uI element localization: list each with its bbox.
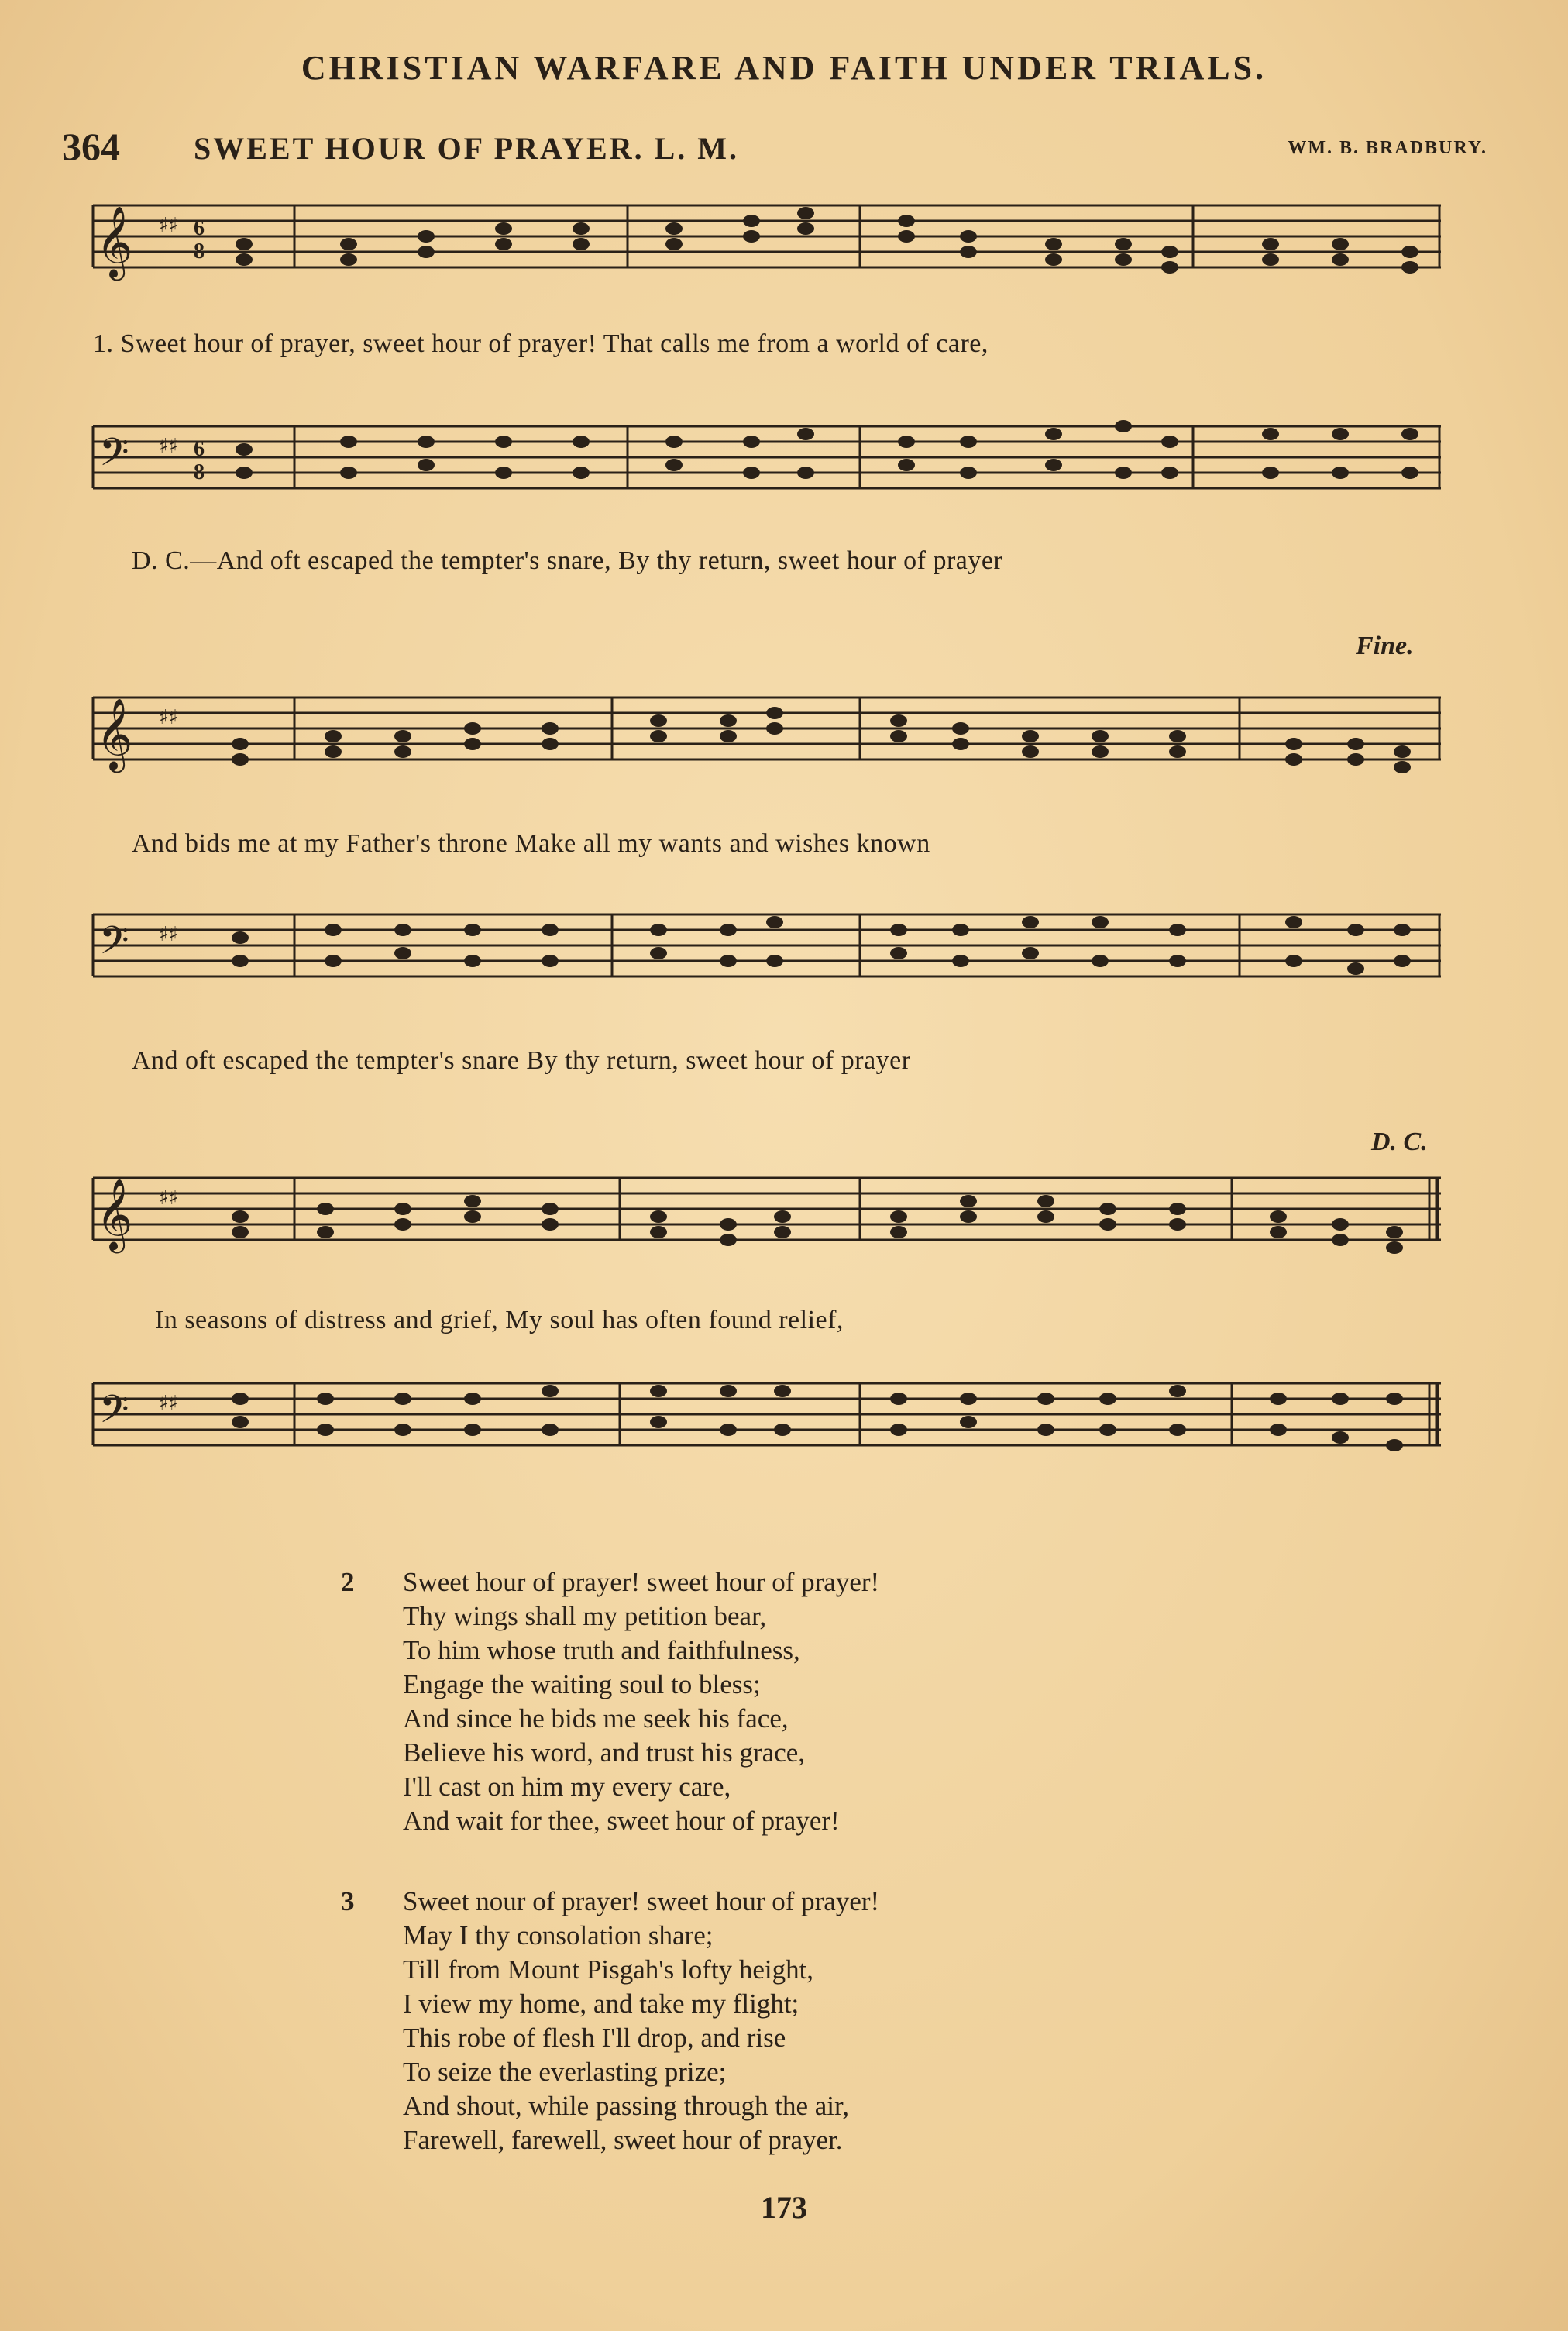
svg-text:6: 6 (194, 437, 205, 461)
svg-text:♯♯: ♯♯ (159, 435, 179, 458)
lyric-line-1: 1. Sweet hour of prayer, sweet hour of prayer! That calls me from a world of care, (93, 329, 989, 358)
svg-text:♯♯: ♯♯ (159, 214, 179, 237)
staff-bass-1 (85, 387, 1449, 519)
stanza-line: Believe his word, and trust his grace, (403, 1737, 806, 1768)
music-staff (85, 387, 1449, 519)
svg-text:♯♯: ♯♯ (159, 1392, 179, 1415)
lyric-line-dc: D. C.—And oft escaped the tempter's snare, By thy return, sweet hour of prayer (132, 546, 1003, 575)
stanza-line: Farewell, farewell, sweet hour of prayer. (403, 2125, 843, 2155)
page-number: 173 (761, 2190, 807, 2225)
svg-text:𝄢: 𝄢 (99, 918, 129, 973)
staff-bass-3 (85, 1345, 1449, 1476)
music-staff (85, 182, 1449, 314)
dc-marker: D. C. (1371, 1128, 1428, 1156)
svg-text:♯♯: ♯♯ (159, 923, 179, 946)
staff-treble-2 (85, 674, 1449, 806)
stanza-3 (341, 1885, 880, 2157)
lyric-line-3: And oft escaped the tempter's snare By thy return, sweet hour of prayer (132, 1046, 911, 1075)
composer: WM. B. BRADBURY. (1288, 138, 1487, 158)
section-header: CHRISTIAN WARFARE AND FAITH UNDER TRIALS. (301, 49, 1267, 87)
stanza-line: And wait for thee, sweet hour of prayer! (403, 1806, 840, 1836)
stanza-line: This robe of flesh I'll drop, and rise (403, 2023, 786, 2053)
staff-bass-2 (85, 876, 1449, 1007)
music-staff (85, 1345, 1449, 1476)
staff-treble-1 (85, 182, 1449, 314)
svg-text:6: 6 (194, 216, 205, 240)
stanza-line: And since he bids me seek his face, (403, 1703, 789, 1734)
svg-text:8: 8 (194, 239, 205, 263)
svg-text:𝄞: 𝄞 (96, 1178, 133, 1250)
music-staff (85, 1155, 1449, 1286)
hymn-heading (62, 124, 1503, 170)
stanza-number: 3 (341, 1886, 355, 1916)
stanza-line: To him whose truth and faithfulness, (403, 1635, 800, 1665)
lyric-line-4: In seasons of distress and grief, My soul has often found relief, (155, 1306, 844, 1334)
music-staff (85, 674, 1449, 806)
stanza-line: I'll cast on him my every care, (403, 1771, 731, 1802)
fine-marker: Fine. (1356, 632, 1414, 660)
stanza-line: Engage the waiting soul to bless; (403, 1669, 761, 1699)
stanza-line: To seize the everlasting prize; (403, 2057, 727, 2087)
staff-treble-3 (85, 1155, 1449, 1286)
svg-text:𝄞: 𝄞 (96, 697, 133, 770)
lyric-line-2: And bids me at my Father's throne Make all my wants and wishes known (132, 829, 930, 858)
stanza-line: Sweet nour of prayer! sweet hour of prayer! (403, 1886, 880, 1916)
stanza-2 (341, 1565, 880, 1838)
stanza-line: Sweet hour of prayer! sweet hour of prayer! (403, 1567, 880, 1597)
stanza-line: I view my home, and take my flight; (403, 1988, 799, 2019)
svg-text:𝄢: 𝄢 (99, 430, 129, 484)
svg-text:♯♯: ♯♯ (159, 706, 179, 729)
music-staff (85, 876, 1449, 1007)
svg-text:♯♯: ♯♯ (159, 1186, 179, 1210)
svg-text:𝄞: 𝄞 (96, 205, 133, 277)
hymn-title: SWEET HOUR OF PRAYER. L. M. (194, 131, 740, 166)
stanza-number: 2 (341, 1567, 355, 1597)
stanza-line: Till from Mount Pisgah's lofty height, (403, 1954, 814, 1985)
stanza-line: May I thy consolation share; (403, 1920, 714, 1951)
stanza-line: Thy wings shall my petition bear, (403, 1601, 767, 1631)
stanza-line: And shout, while passing through the air, (403, 2091, 850, 2121)
hymn-number: 364 (62, 125, 120, 168)
svg-text:8: 8 (194, 460, 205, 484)
svg-text:𝄢: 𝄢 (99, 1387, 129, 1441)
